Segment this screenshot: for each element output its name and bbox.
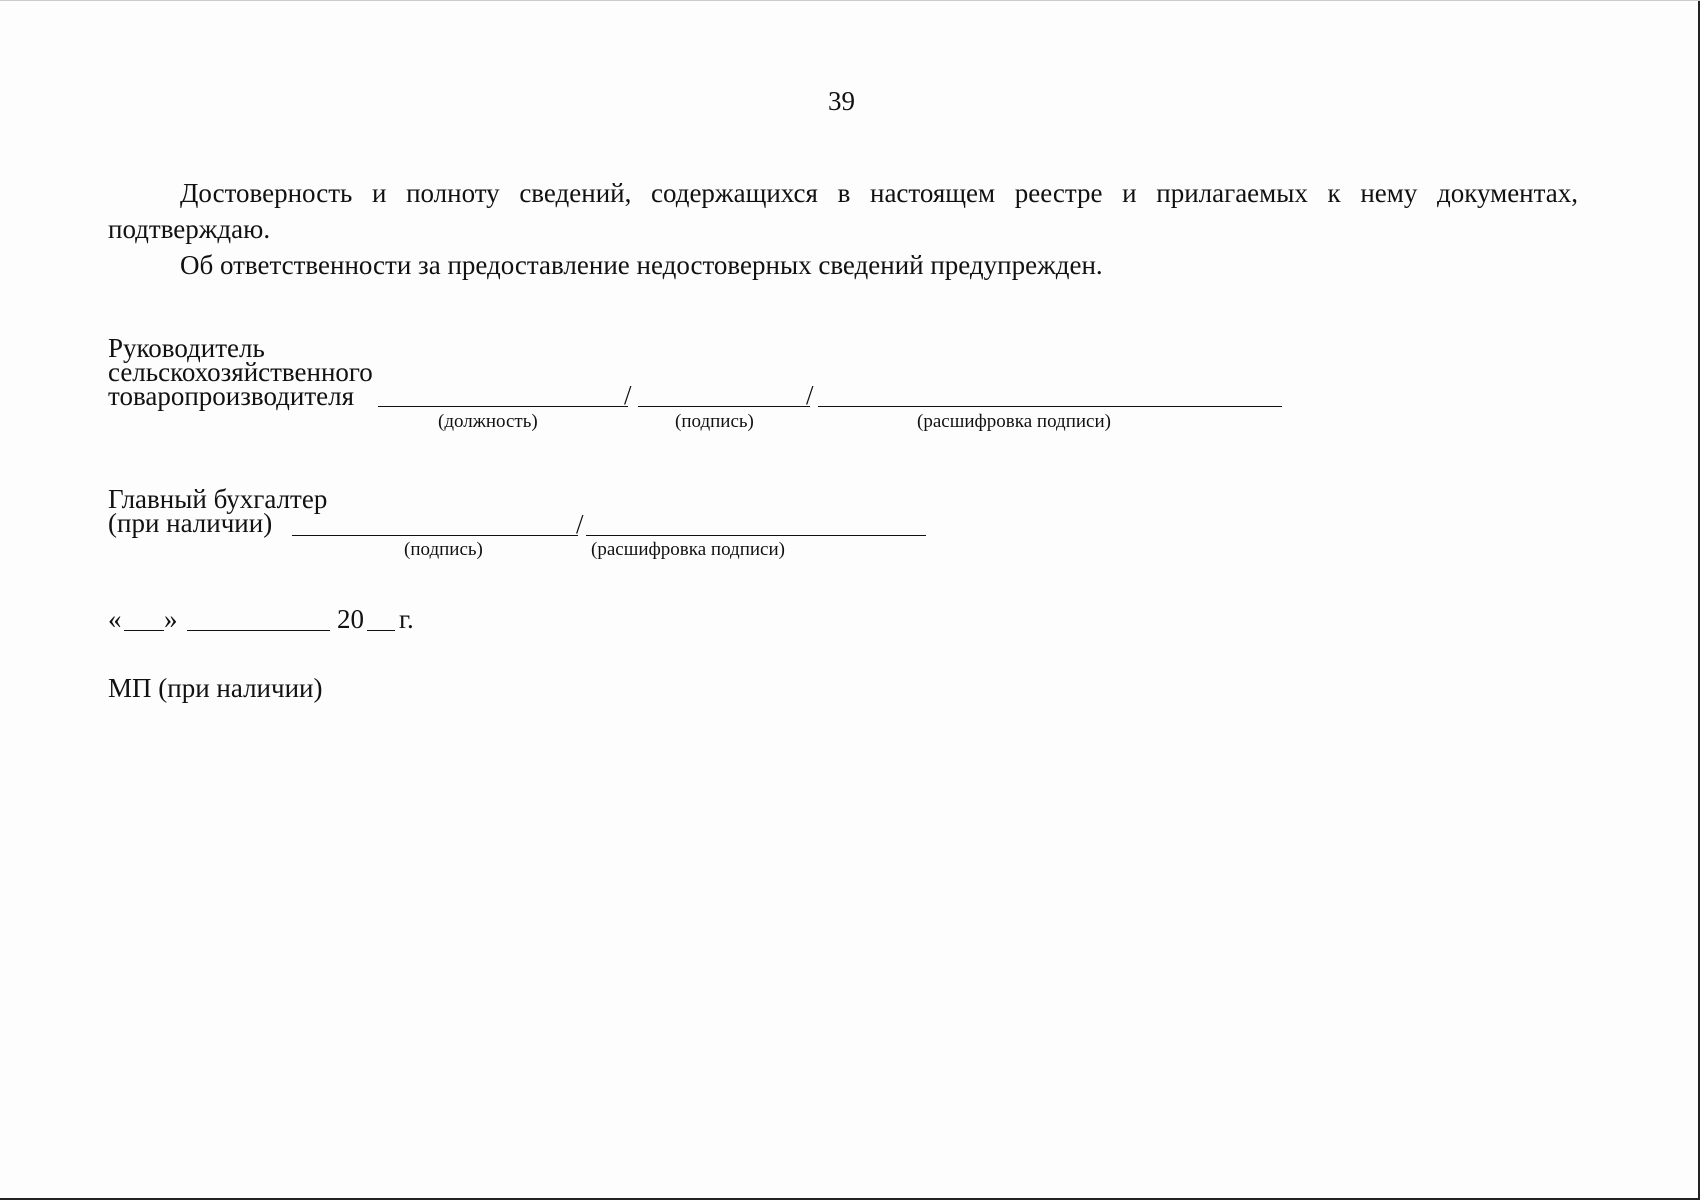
date-open-quote: « [108, 604, 122, 634]
accountant-label-line1: Главный бухгалтер [108, 484, 328, 514]
head-caption-position: (должность) [438, 411, 538, 432]
head-caption-signature: (подпись) [675, 411, 754, 432]
head-separator-2: / [806, 380, 814, 410]
head-separator-1: / [624, 380, 632, 410]
head-label-line2: сельскохозяйственного [108, 357, 373, 387]
date-year-line[interactable] [367, 630, 395, 631]
accountant-caption-signature: (подпись) [404, 539, 483, 560]
accountant-label-line2: (при наличии) [108, 508, 273, 538]
head-caption-decoding: (расшифровка подписи) [917, 411, 1111, 432]
accountant-caption-decoding: (расшифровка подписи) [591, 539, 785, 560]
stamp-note: МП (при наличии) [108, 673, 323, 703]
date-year-prefix: 20 [337, 604, 364, 634]
date-year-suffix: г. [399, 604, 414, 634]
head-label-line1: Руководитель [108, 333, 265, 363]
head-position-line[interactable] [378, 406, 628, 407]
declaration-paragraph-2: Об ответственности за предоставление недостоверных сведений предупрежден. [180, 250, 1103, 280]
declaration-paragraph-1: Достоверность и полноту сведений, содержащихся в настоящем реестре и прилагаемых к нему документах, [180, 178, 1578, 208]
date-month-line[interactable] [187, 630, 330, 631]
date-close-quote: » [164, 604, 178, 634]
head-label-line3: товаропроизводителя [108, 381, 355, 411]
declaration-paragraph-1-end: подтверждаю. [108, 214, 271, 244]
top-border [0, 0, 1700, 1]
head-signature-line[interactable] [638, 406, 810, 407]
page-number: 39 [828, 86, 855, 116]
accountant-decoding-line[interactable] [586, 535, 926, 536]
date-day-line[interactable] [124, 630, 164, 631]
head-decoding-line[interactable] [818, 406, 1282, 407]
accountant-separator: / [576, 509, 584, 539]
accountant-signature-line[interactable] [292, 535, 578, 536]
